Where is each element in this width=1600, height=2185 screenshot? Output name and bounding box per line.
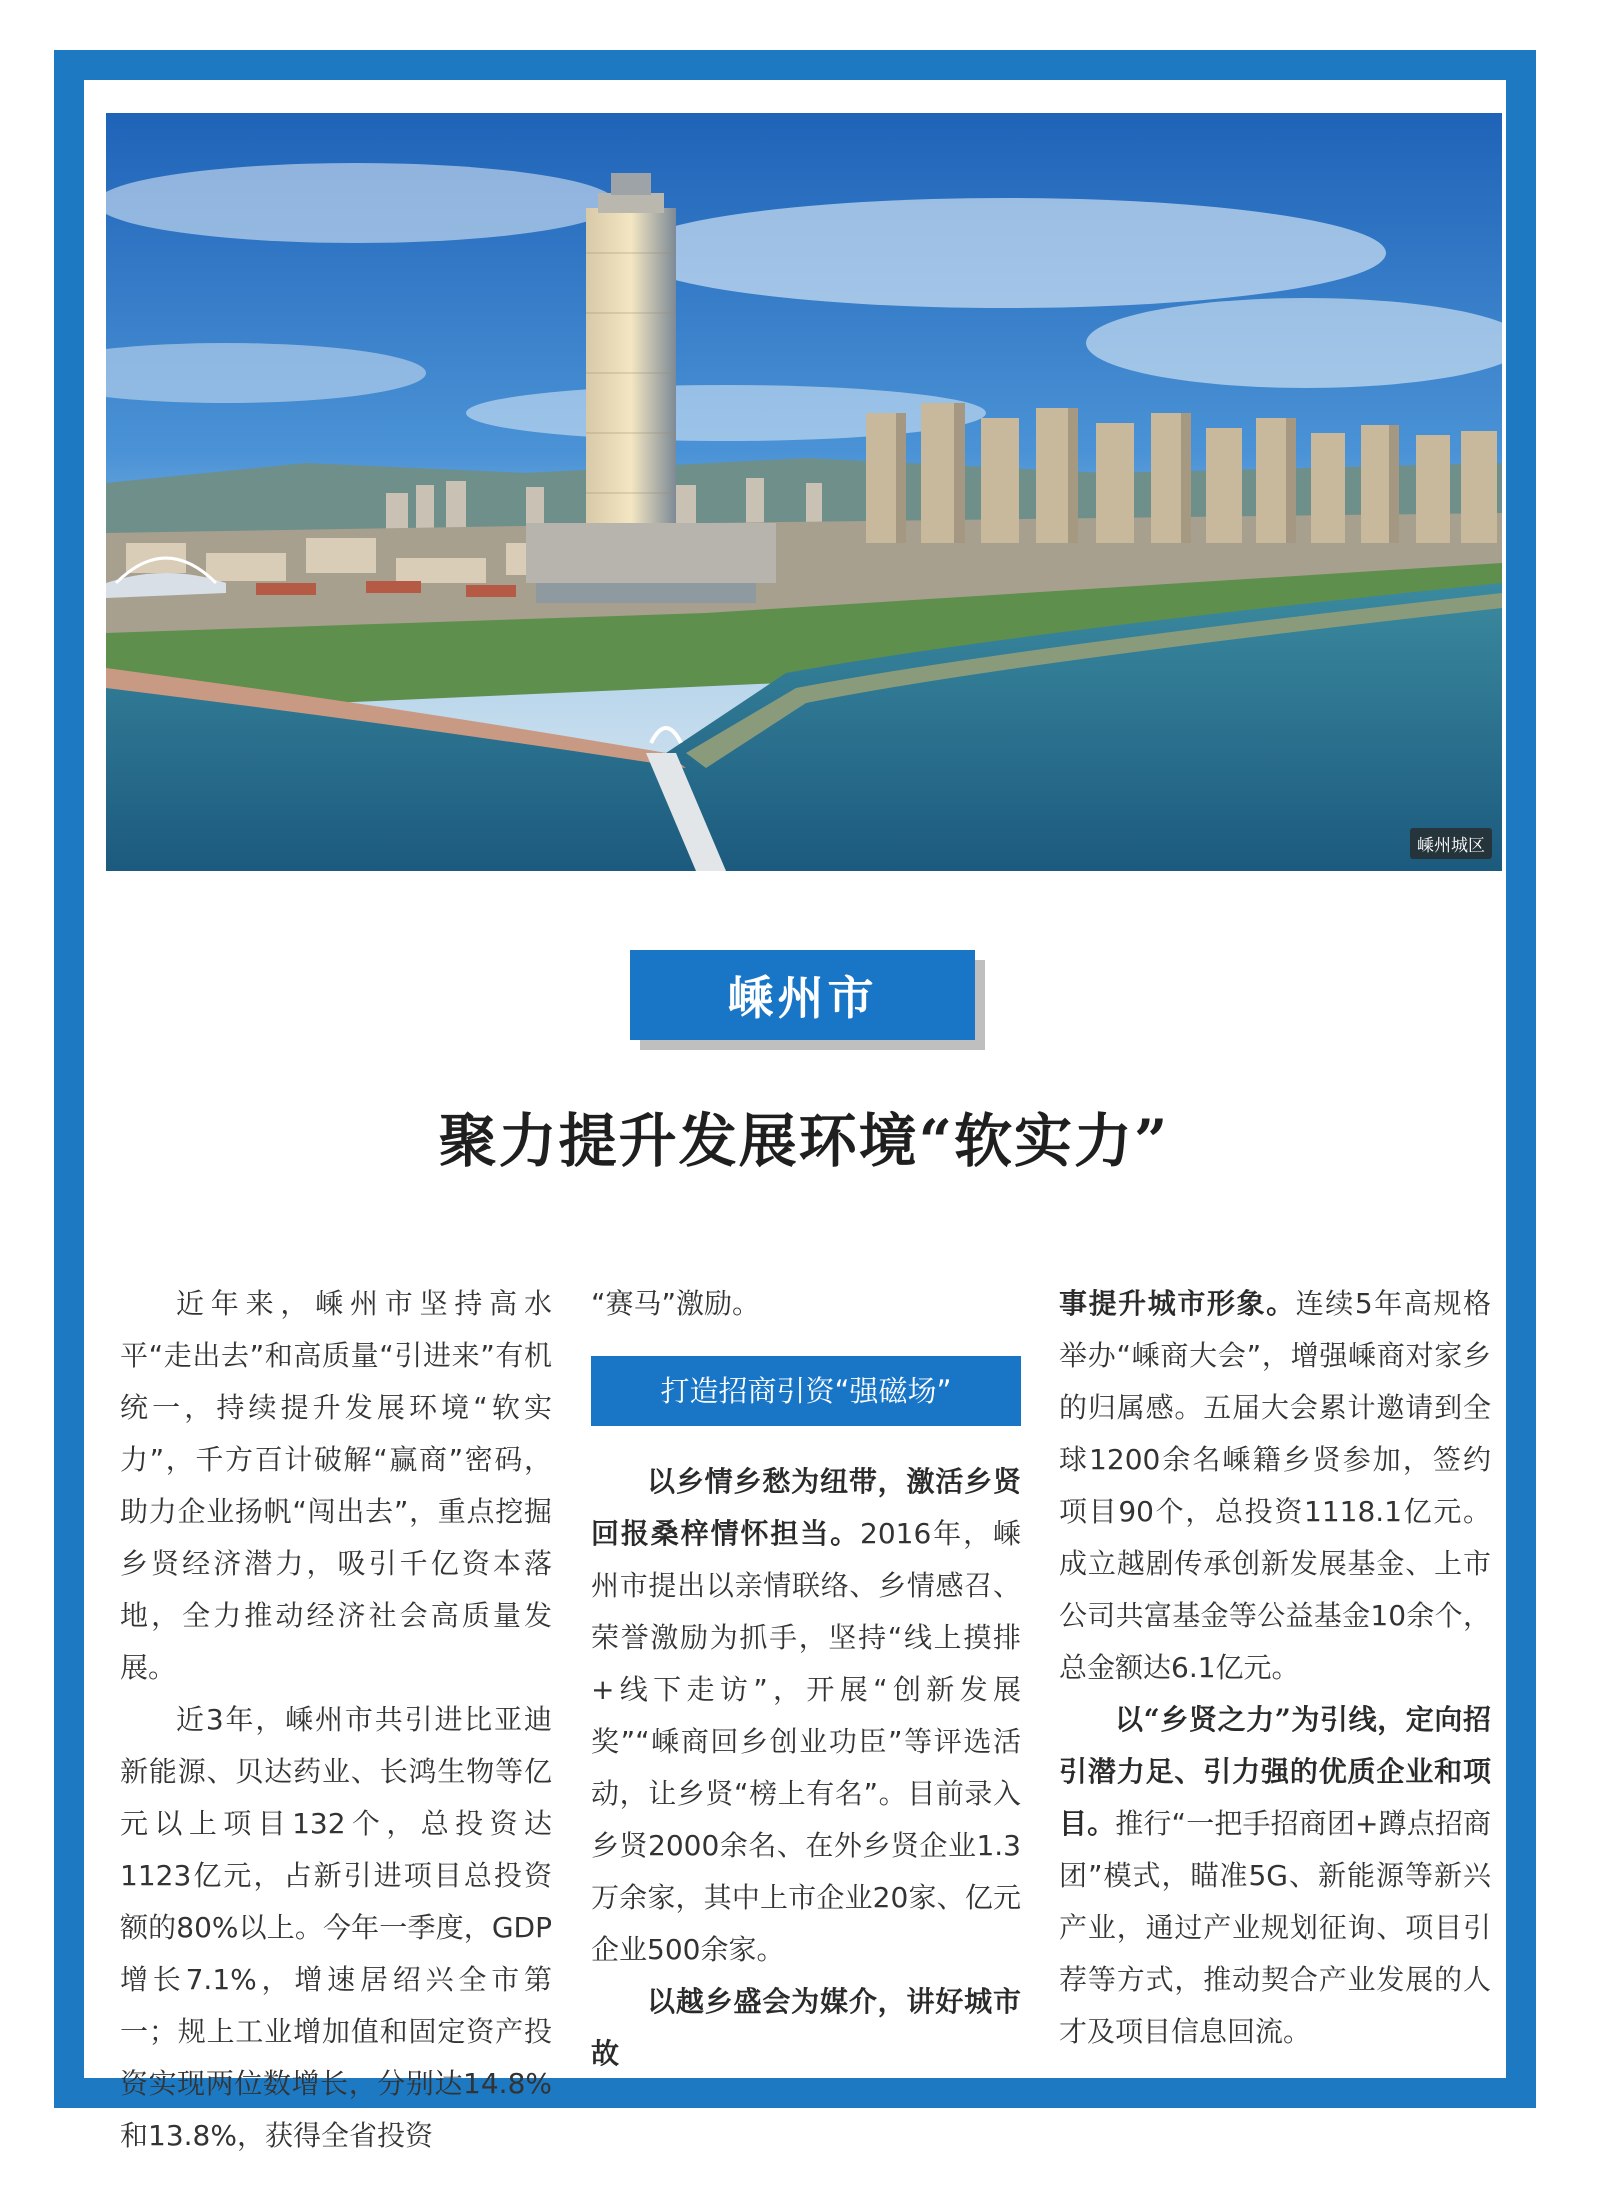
city-skyline-illustration bbox=[106, 113, 1502, 871]
paragraph: 近年来，嵊州市坚持高水平“走出去”和高质量“引进来”有机统一，持续提升发展环境“软实力”，千方百计破解“赢商”密码，助力企业扬帆“闯出去”，重点挖掘乡贤经济潜力，吸引千亿资本落地，全力推动经济社会高质量发展。 bbox=[120, 1287, 552, 1684]
city-panorama-photo bbox=[106, 113, 1502, 871]
paragraph-lead: 以乡情乡愁为纽带，激活乡贤回报桑梓情怀担当。 bbox=[591, 1465, 1021, 1550]
paragraph-lead: 以“乡贤之力”为引线，定向招引潜力足、引力强的优质企业和项目。 bbox=[1059, 1703, 1491, 1840]
body-column-2 bbox=[591, 1278, 1021, 2080]
paragraph bbox=[1059, 1694, 1491, 2058]
paragraph-text: 2016年，嵊州市提出以亲情联络、乡情感召、荣誉激励为抓手，坚持“线上摸排+线下走访”，开展“创新发展奖”“嵊商回乡创业功臣”等评选活动，让乡贤“榜上有名”。目前录入乡贤2000余名、在外乡贤企业1.3万余家，其中上市企业20家、亿元企业500余家。 bbox=[591, 1517, 1021, 1966]
paragraph bbox=[591, 1456, 1021, 1976]
paragraph bbox=[591, 1976, 1021, 2080]
city-name-badge: 嵊州市 bbox=[630, 950, 975, 1040]
paragraph-lead: 事提升城市形象。 bbox=[1059, 1287, 1296, 1320]
photo-caption: 嵊州城区 bbox=[1410, 828, 1492, 859]
body-column-1 bbox=[120, 1278, 552, 2162]
article-headline: 聚力提升发展环境“软实力” bbox=[438, 1107, 1170, 1175]
paragraph: “赛马”激励。 bbox=[591, 1287, 761, 1320]
paragraph bbox=[1059, 1278, 1491, 1694]
body-column-3 bbox=[1059, 1278, 1491, 2058]
paragraph-text: 连续5年高规格举办“嵊商大会”，增强嵊商对家乡的归属感。五届大会累计邀请到全球1200余名嵊籍乡贤参加，签约项目90个，总投资1118.1亿元。成立越剧传承创新发展基金、上市公司共富基金等公益基金10余个，总金额达6.1亿元。 bbox=[1059, 1287, 1491, 1684]
section-subheading: 打造招商引资“强磁场” bbox=[591, 1356, 1021, 1426]
paragraph: 近3年，嵊州市共引进比亚迪新能源、贝达药业、长鸿生物等亿元以上项目132个，总投资达1123亿元，占新引进项目总投资额的80%以上。今年一季度，GDP增长7.1%，增速居绍兴全市第一；规上工业增加值和固定资产投资实现两位数增长，分别达14.8%和13.8%，获得全省投资 bbox=[120, 1703, 552, 2152]
paragraph-text: 推行“一把手招商团+蹲点招商团”模式，瞄准5G、新能源等新兴产业，通过产业规划征询、项目引荐等方式，推动契合产业发展的人才及项目信息回流。 bbox=[1059, 1807, 1491, 2048]
paragraph-lead: 以越乡盛会为媒介，讲好城市故 bbox=[591, 1985, 1021, 2070]
